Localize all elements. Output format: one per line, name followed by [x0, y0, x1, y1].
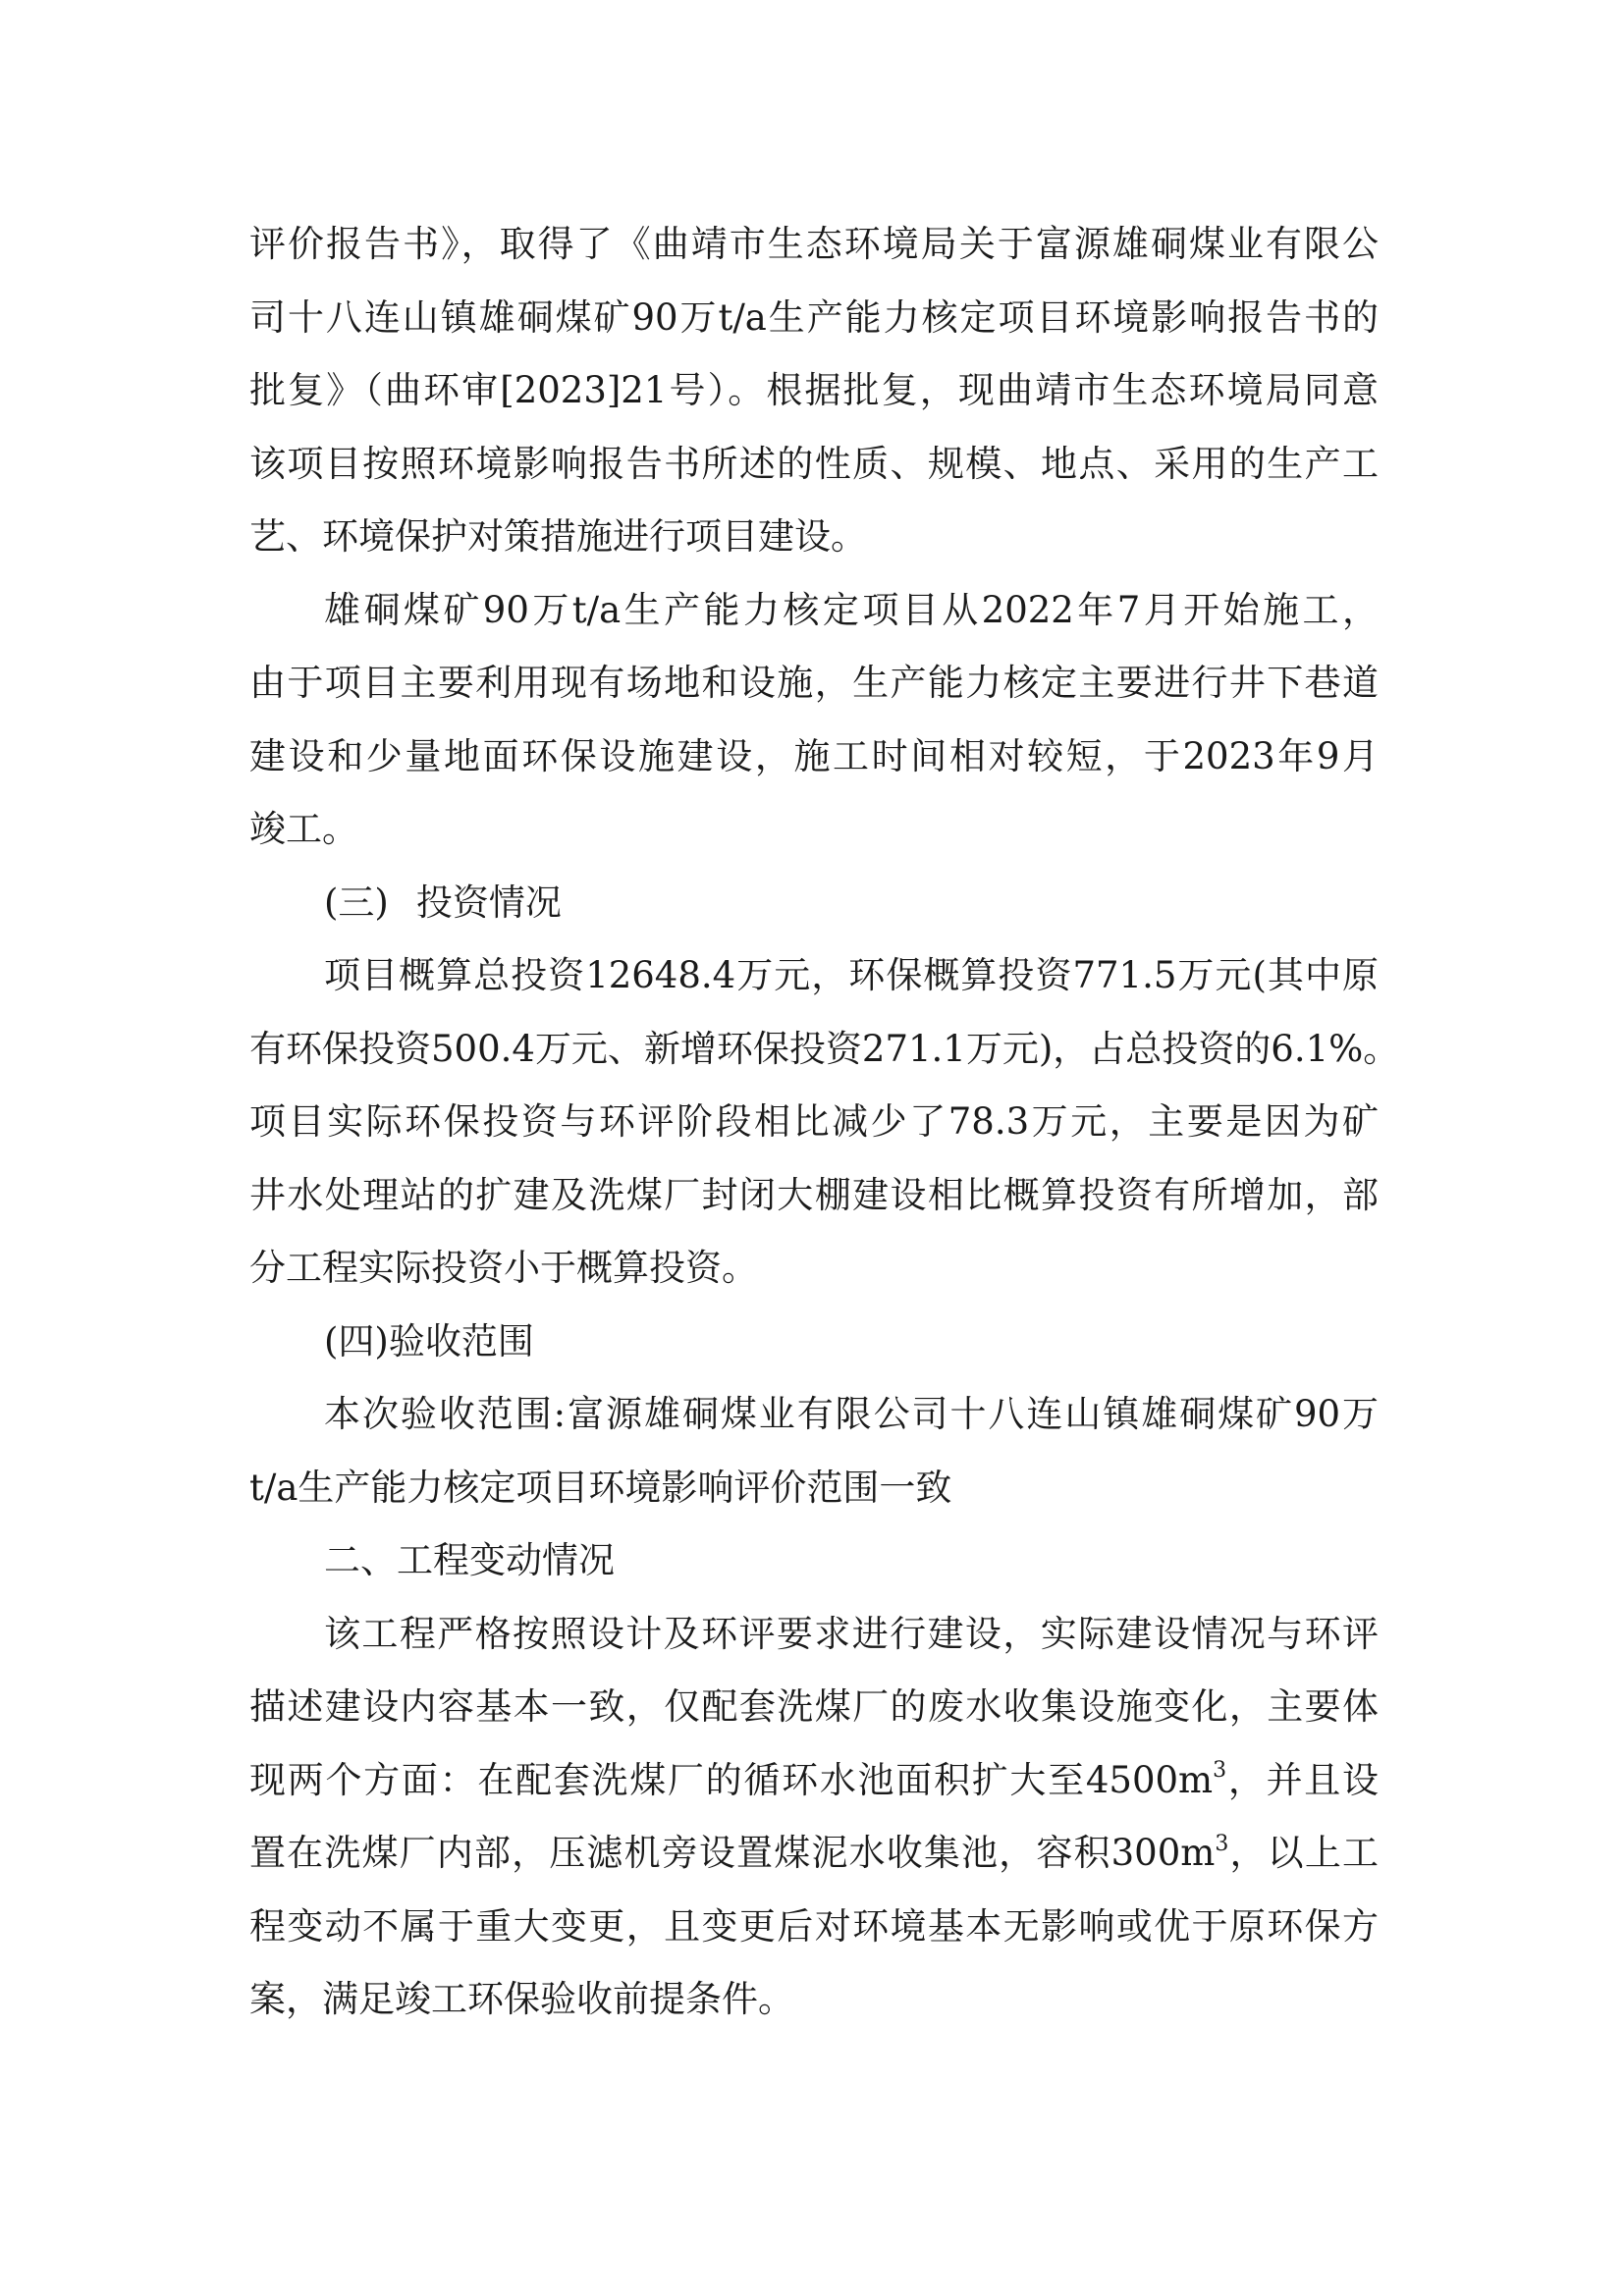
superscript: 3	[1215, 1831, 1229, 1856]
text-line: 艺、环境保护对策措施进行项目建设。	[249, 515, 867, 558]
text-line: 建设和少量地面环保设施建设，施工时间相对较短，于2023年9月	[249, 734, 1379, 777]
paragraph-changes	[249, 1598, 1379, 2037]
text-line: 评价报告书》，取得了《曲靖市生态环境局关于富源雄硐煤业有限公	[249, 223, 1379, 265]
text-line: 批复》（曲环审[2023]21号）。根据批复，现曲靖市生态环境局同意	[249, 369, 1379, 411]
text-line: t/a生产能力核定项目环境影响评价范围一致	[249, 1466, 952, 1509]
paragraph-scope	[249, 1378, 1379, 1524]
text-line: 本次验收范围:富源雄硐煤业有限公司十八连山镇雄硐煤矿90万	[324, 1393, 1379, 1435]
section-heading-scope: (四)验收范围	[324, 1319, 534, 1362]
text-line-with-superscript	[249, 1744, 1379, 1818]
paragraph-construction	[249, 574, 1379, 867]
text-line: 分工程实际投资小于概算投资。	[249, 1247, 758, 1289]
text-segment: ，以上工	[1228, 1832, 1379, 1874]
text-line: 井水处理站的扩建及洗煤厂封闭大棚建设相比概算投资有所增加，部	[249, 1173, 1379, 1216]
text-line: 有环保投资500.4万元、新增环保投资271.1万元)，占总投资的6.1%。	[249, 1027, 1400, 1070]
section-heading-investment	[249, 867, 1379, 940]
text-segment: ，并且设	[1226, 1758, 1380, 1801]
heading-title: 投资情况	[415, 881, 562, 924]
text-line: 雄硐煤矿90万t/a生产能力核定项目从2022年7月开始施工，	[324, 588, 1379, 631]
text-line: 该工程严格按照设计及环评要求进行建设，实际建设情况与环评	[324, 1612, 1379, 1655]
text-line: 由于项目主要利用现有场地和设施，生产能力核定主要进行井下巷道	[249, 662, 1379, 704]
text-line: 项目实际环保投资与环评阶段相比减少了78.3万元，主要是因为矿	[249, 1100, 1379, 1143]
text-line: 程变动不属于重大变更，且变更后对环境基本无影响或优于原环保方	[249, 1904, 1379, 1948]
text-segment: 置在洗煤厂内部，压滤机旁设置煤泥水收集池，容积300m	[249, 1832, 1216, 1874]
text-line-with-superscript	[249, 1817, 1379, 1891]
text-line: 项目概算总投资12648.4万元，环保概算投资771.5万元(其中原	[324, 954, 1379, 996]
text-line: 司十八连山镇雄硐煤矿90万t/a生产能力核定项目环境影响报告书的	[249, 295, 1379, 339]
text-line: 案，满足竣工环保验收前提条件。	[249, 1978, 794, 2020]
heading-number: (三)	[324, 881, 389, 924]
text-line: 描述建设内容基本一致，仅配套洗煤厂的废水收集设施变化，主要体	[249, 1685, 1379, 1728]
paragraph-approval	[249, 208, 1379, 574]
paragraph-investment	[249, 939, 1400, 1306]
text-segment: 现两个方面：在配套洗煤厂的循环水池面积扩大至4500m	[249, 1758, 1214, 1801]
section-heading-changes: 二、工程变动情况	[324, 1539, 615, 1581]
document-body	[249, 208, 1400, 2037]
text-line: 竣工。	[249, 808, 358, 850]
superscript: 3	[1213, 1758, 1227, 1784]
text-line: 该项目按照环境影响报告书所述的性质、规模、地点、采用的生产工	[249, 442, 1379, 485]
